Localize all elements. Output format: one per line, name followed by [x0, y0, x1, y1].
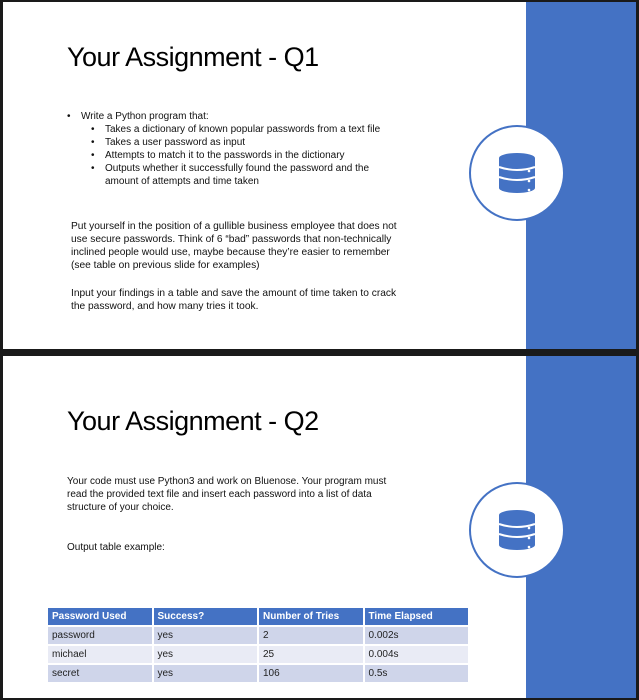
instruction-paragraph: Put yourself in the position of a gullible business employee that does not use secure passwords. Think of 6 “bad” passwords that non-technically inclined people would use, maybe because they’re easier to remember (see table on previous slide for examples) — [71, 221, 397, 271]
database-icon-circle — [469, 125, 565, 221]
sub-bullet: • Takes a dictionary of known popular passwords from a text file — [91, 124, 381, 135]
table-cell: yes — [154, 627, 258, 644]
table-cell: 25 — [259, 646, 363, 663]
table-cell: michael — [48, 646, 152, 663]
table-cell: 0.5s — [365, 665, 469, 682]
slide-title: Your Assignment - Q2 — [67, 406, 319, 436]
findings-paragraph: Input your findings in a table and save the amount of time taken to crack the password, and how many tries it took. — [71, 288, 397, 312]
results-table — [46, 606, 470, 684]
table-row — [48, 627, 468, 644]
table-row — [48, 665, 468, 682]
requirements-paragraph: Your code must use Python3 and work on Bluenose. Your program must read the provided text file and insert each password into a list of data structure of your choice. — [67, 476, 387, 513]
table-cell: secret — [48, 665, 152, 682]
table-row — [48, 646, 468, 663]
database-icon — [497, 508, 537, 552]
sub-bullet: • Outputs whether it successfully found the password and the amount of attempts and time taken — [91, 163, 370, 187]
database-icon — [497, 151, 537, 195]
slide-q2 — [3, 356, 636, 698]
slide-title: Your Assignment - Q1 — [67, 42, 319, 72]
table-cell: yes — [154, 665, 258, 682]
bullet-main: • Write a Python program that: — [67, 111, 209, 122]
table-cell: 0.002s — [365, 627, 469, 644]
bullet-list — [67, 110, 387, 188]
sub-bullet: • Takes a user password as input — [91, 137, 246, 148]
table-cell: password — [48, 627, 152, 644]
output-label: Output table example: — [67, 542, 165, 553]
database-icon-circle — [469, 482, 565, 578]
column-header: Success? — [154, 608, 258, 625]
column-header: Time Elapsed — [365, 608, 469, 625]
sub-bullet: • Attempts to match it to the passwords in the dictionary — [91, 150, 345, 161]
column-header: Password Used — [48, 608, 152, 625]
table-cell: 2 — [259, 627, 363, 644]
table-cell: 106 — [259, 665, 363, 682]
table-cell: 0.004s — [365, 646, 469, 663]
table-header-row — [48, 608, 468, 625]
slide-q1 — [3, 2, 636, 349]
column-header: Number of Tries — [259, 608, 363, 625]
table-cell: yes — [154, 646, 258, 663]
